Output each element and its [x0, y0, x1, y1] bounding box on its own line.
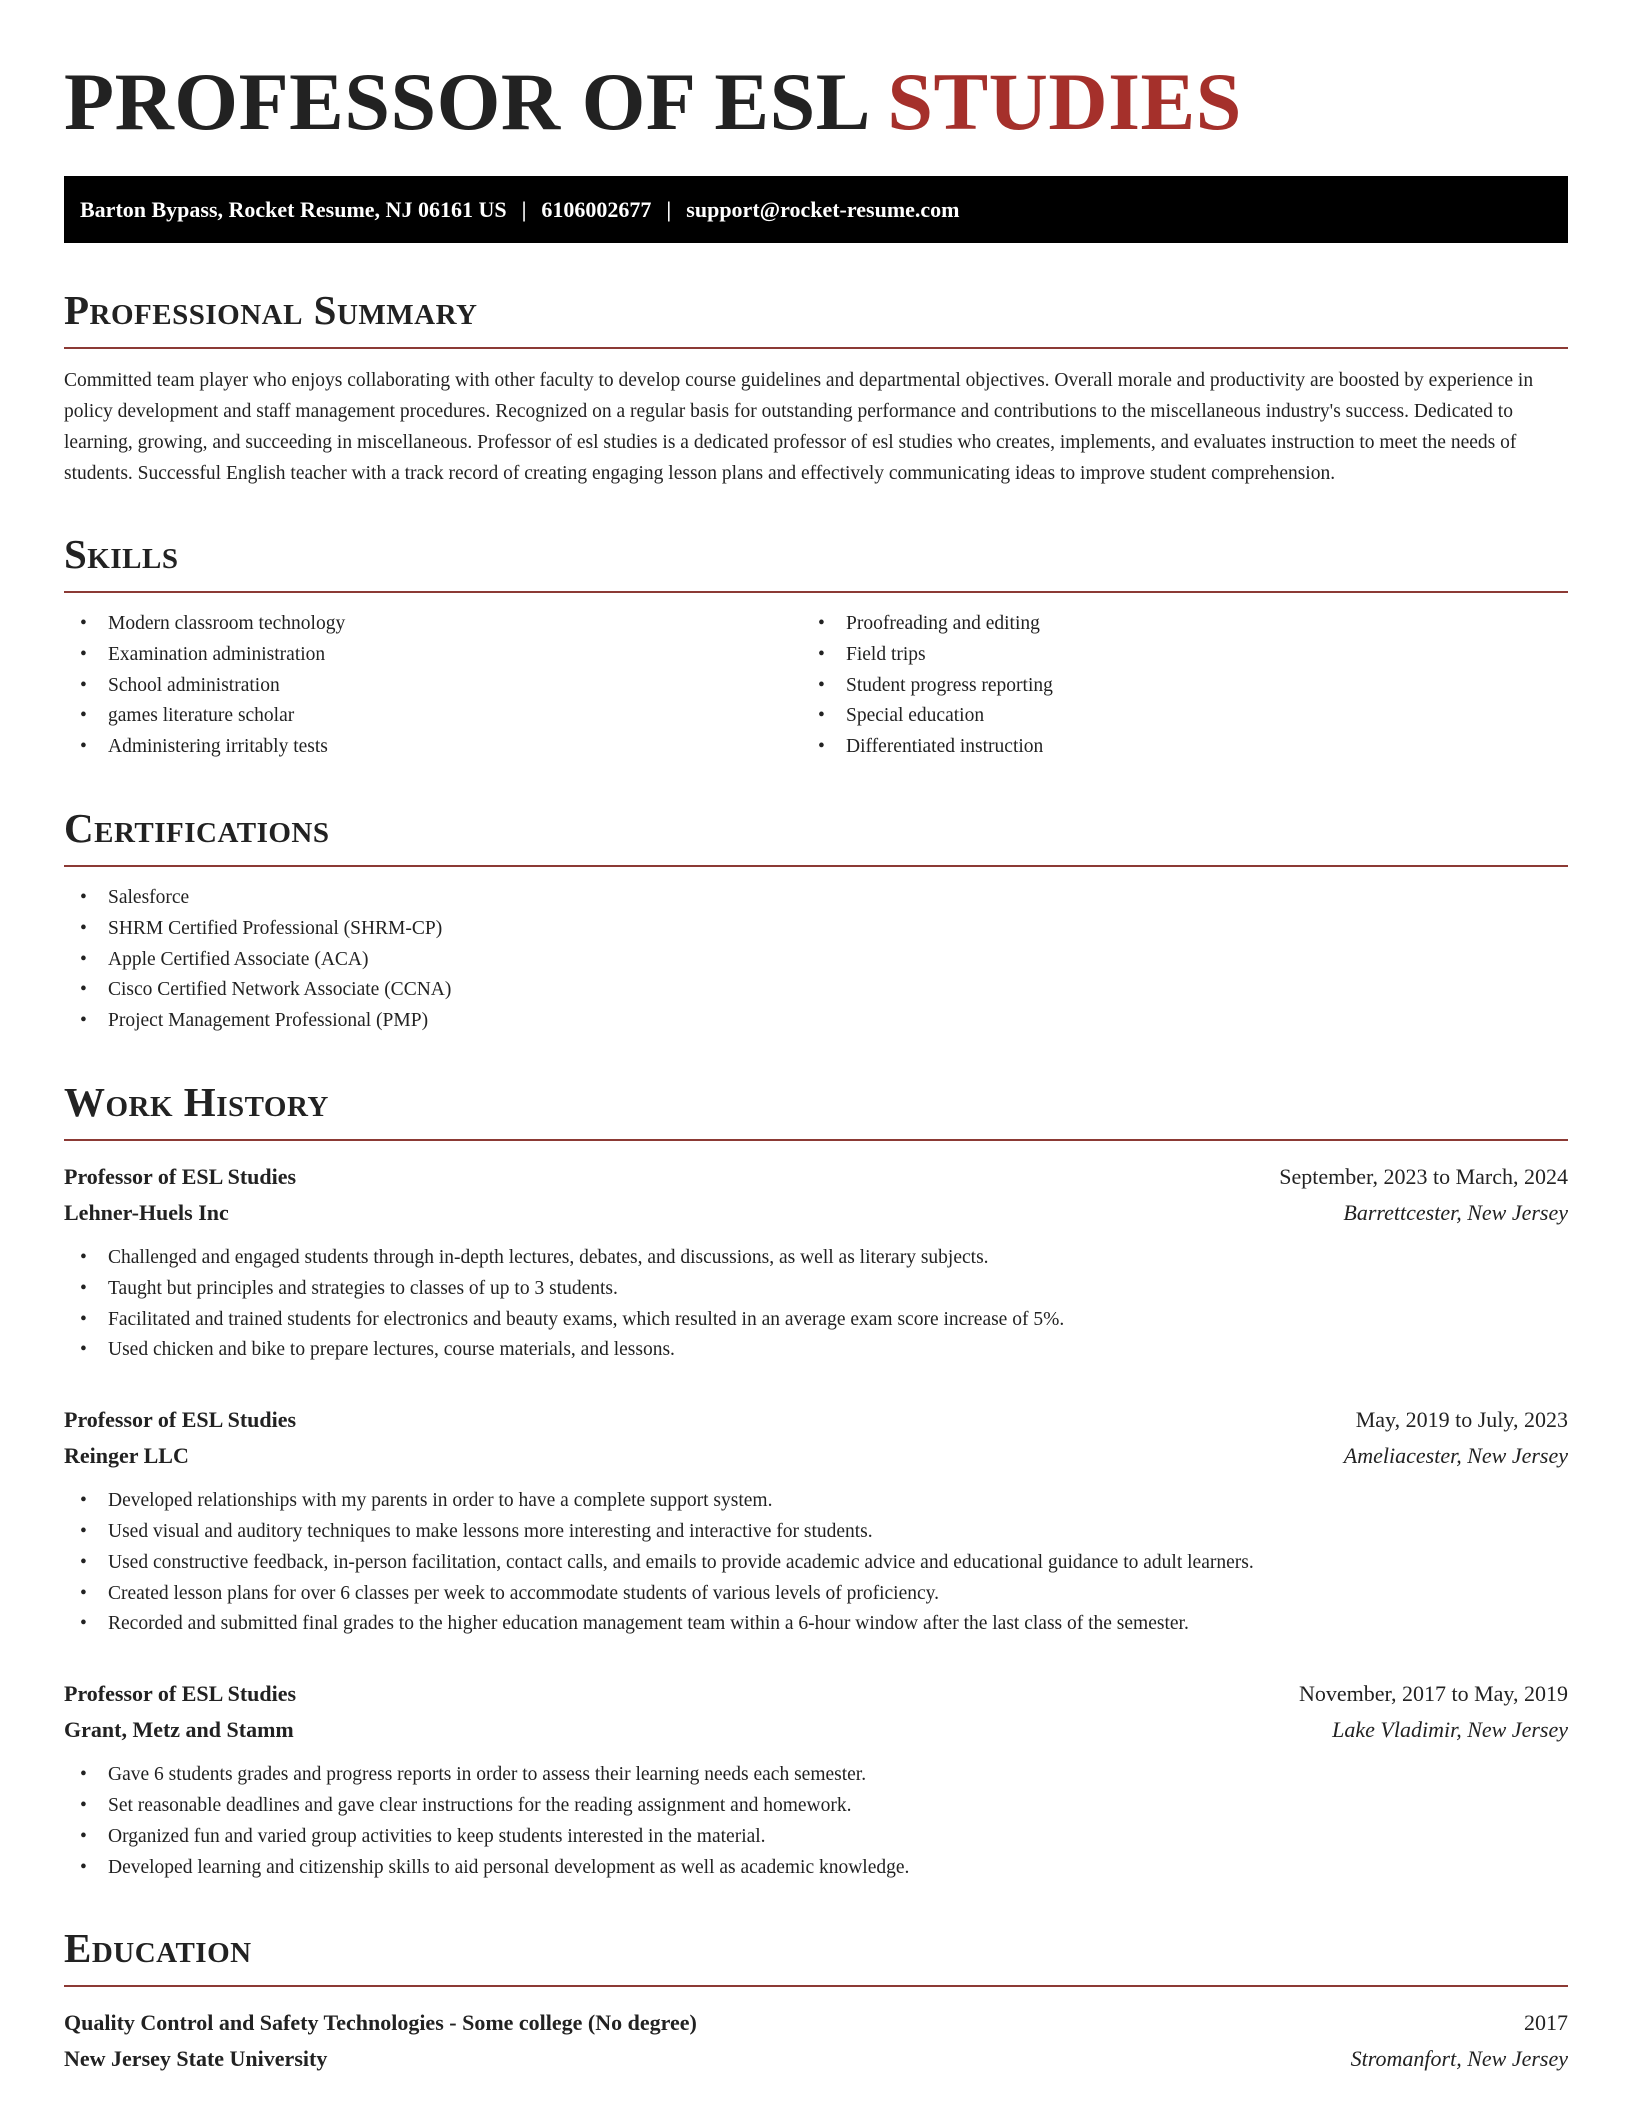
skill-item: • Student progress reporting — [816, 671, 1568, 702]
education-school-row — [64, 2041, 1568, 2077]
job-company: Lehner-Huels Inc — [64, 1199, 229, 1225]
certifications-section — [64, 805, 1568, 1037]
skill-item: • School administration — [64, 671, 816, 702]
job-entry — [64, 1402, 1568, 1640]
job-company: Reinger LLC — [64, 1443, 189, 1469]
job-role: Professor of ESL Studies — [64, 1681, 297, 1707]
skill-item: • Differentiated instruction — [816, 732, 1568, 763]
skill-item: • Modern classroom technology — [64, 609, 816, 640]
education-year: 2017 — [1524, 2010, 1568, 2036]
contact-separator: | — [666, 196, 672, 222]
name-part-2: STUDIES — [887, 56, 1242, 147]
summary-text: Committed team player who enjoys collaborating with other faculty to develop course guidelines and departmental objectives. Overall morale and productivity are boosted by experience in policy development and staff management procedures. Recognized on a regular basis for outstanding performance and contributions to the miscellaneous industry's success. Dedicated to learning, growing, and succeeding in miscellaneous. Professor of esl studies is a dedicated professor of esl studies who creates, implements, and evaluates instruction to meet the needs of students. Successful English teacher with a track record of creating engaging lesson plans and effectively communicating ideas to improve student comprehension. — [64, 370, 1534, 484]
certification-item: • Salesforce — [64, 883, 1568, 914]
education-entry — [64, 2005, 1568, 2077]
job-dates: November, 2017 to May, 2019 — [1299, 1681, 1568, 1707]
skill-item: • Administering irritably tests — [64, 732, 816, 763]
job-entry — [64, 1676, 1568, 1883]
contact-phone: 6106002677 — [541, 196, 652, 222]
job-bullet: • Created lesson plans for over 6 classes per week to accommodate students of various levels of proficiency. — [64, 1579, 1568, 1610]
job-role: Professor of ESL Studies — [64, 1407, 297, 1433]
job-bullet: • Organized fun and varied group activities to keep students interested in the material. — [64, 1822, 1568, 1853]
section-title-skills: Skills — [64, 531, 1568, 593]
education-degree: Quality Control and Safety Technologies - Some college (No degree) — [64, 2010, 697, 2036]
section-title-summary: Professional Summary — [64, 287, 1568, 349]
contact-email[interactable]: support@rocket-resume.com — [686, 196, 960, 222]
job-header-row — [64, 1676, 1568, 1712]
job-company-row — [64, 1438, 1568, 1474]
job-role: Professor of ESL Studies — [64, 1163, 297, 1189]
skill-item: • Proofreading and editing — [816, 609, 1568, 640]
job-company: Grant, Metz and Stamm — [64, 1717, 294, 1743]
contact-separator: | — [521, 196, 527, 222]
job-location: Ameliacester, New Jersey — [1343, 1443, 1568, 1469]
skill-item: • Special education — [816, 701, 1568, 732]
certification-item: • Cisco Certified Network Associate (CCNA) — [64, 975, 1568, 1006]
job-bullet: • Taught but principles and strategies to classes of up to 3 students. — [64, 1274, 1568, 1305]
job-bullet: • Used constructive feedback, in-person facilitation, contact calls, and emails to provide academic advice and educational guidance to adult learners. — [64, 1548, 1568, 1579]
education-section — [64, 1925, 1568, 2077]
job-bullet: • Set reasonable deadlines and gave clear instructions for the reading assignment and homework. — [64, 1791, 1568, 1822]
job-dates: May, 2019 to July, 2023 — [1355, 1407, 1568, 1433]
work-history-section — [64, 1079, 1568, 1883]
job-bullet: • Developed learning and citizenship skills to aid personal development as well as academic knowledge. — [64, 1853, 1568, 1884]
job-bullet: • Used visual and auditory techniques to make lessons more interesting and interactive for students. — [64, 1517, 1568, 1548]
job-bullet: • Developed relationships with my parents in order to have a complete support system. — [64, 1486, 1568, 1517]
job-bullets — [64, 1486, 1568, 1640]
section-title-certifications: Certifications — [64, 805, 1568, 867]
skill-item: • Examination administration — [64, 640, 816, 671]
skills-list-right — [816, 609, 1568, 763]
contact-address: Barton Bypass, Rocket Resume, NJ 06161 US — [80, 196, 507, 222]
section-title-work-history: Work History — [64, 1079, 1568, 1141]
skill-item: • Field trips — [816, 640, 1568, 671]
job-bullet: • Facilitated and trained students for electronics and beauty exams, which resulted in an average exam score increase of 5%. — [64, 1305, 1568, 1336]
certification-item: • SHRM Certified Professional (SHRM-CP) — [64, 914, 1568, 945]
certifications-list — [64, 883, 1568, 1037]
job-bullet: • Recorded and submitted final grades to the higher education management team within a 6-hour window after the last class of the semester. — [64, 1609, 1568, 1640]
skills-section — [64, 531, 1568, 763]
job-bullet: • Used chicken and bike to prepare lectures, course materials, and lessons. — [64, 1335, 1568, 1366]
job-location: Lake Vladimir, New Jersey — [1332, 1717, 1568, 1743]
job-bullet: • Challenged and engaged students through in-depth lectures, debates, and discussions, as well as literary subjects. — [64, 1243, 1568, 1274]
resume-name — [64, 52, 1568, 152]
job-company-row — [64, 1195, 1568, 1231]
job-header-row — [64, 1159, 1568, 1195]
education-school: New Jersey State University — [64, 2046, 328, 2072]
name-part-1: PROFESSOR OF ESL — [64, 56, 867, 147]
job-location: Barrettcester, New Jersey — [1343, 1199, 1568, 1225]
summary-section — [64, 287, 1568, 489]
contact-bar — [64, 176, 1568, 243]
job-bullets — [64, 1760, 1568, 1883]
education-degree-row — [64, 2005, 1568, 2041]
certification-item: • Project Management Professional (PMP) — [64, 1006, 1568, 1037]
job-header-row — [64, 1402, 1568, 1438]
skills-grid — [64, 609, 1568, 763]
education-location: Stromanfort, New Jersey — [1350, 2046, 1568, 2072]
job-bullets — [64, 1243, 1568, 1366]
job-entry — [64, 1159, 1568, 1366]
skills-list-left — [64, 609, 816, 763]
skill-item: • games literature scholar — [64, 701, 816, 732]
job-bullet: • Gave 6 students grades and progress reports in order to assess their learning needs each semester. — [64, 1760, 1568, 1791]
certification-item: • Apple Certified Associate (ACA) — [64, 945, 1568, 976]
section-title-education: Education — [64, 1925, 1568, 1987]
job-company-row — [64, 1712, 1568, 1748]
job-dates: September, 2023 to March, 2024 — [1279, 1163, 1568, 1189]
